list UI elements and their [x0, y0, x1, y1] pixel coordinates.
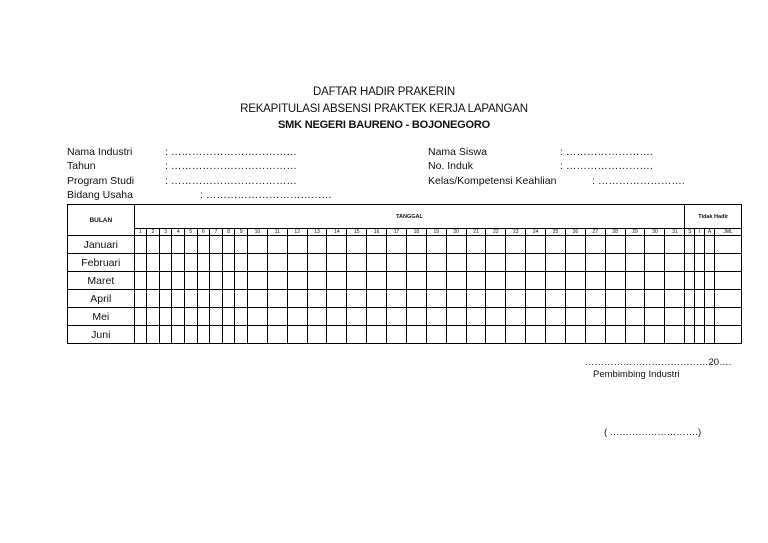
- attendance-cell[interactable]: [466, 272, 486, 290]
- attendance-cell[interactable]: [222, 236, 235, 254]
- attendance-cell[interactable]: [147, 326, 160, 344]
- attendance-cell[interactable]: [426, 326, 446, 344]
- attendance-cell[interactable]: [197, 308, 210, 326]
- absence-col-s: S: [685, 229, 695, 236]
- attendance-cell[interactable]: [645, 254, 665, 272]
- attendance-cell[interactable]: [307, 290, 327, 308]
- table-row: [68, 308, 742, 326]
- attendance-cell[interactable]: [585, 272, 605, 290]
- attendance-cell[interactable]: [466, 236, 486, 254]
- field-label-nama-industri: Nama Industri: [67, 146, 133, 158]
- attendance-cell[interactable]: [307, 308, 327, 326]
- day-number-17: 17: [387, 229, 407, 236]
- day-number-7: 7: [210, 229, 223, 236]
- field-label-kelas-kompetensi: Kelas/Kompetensi Keahlian: [428, 175, 557, 187]
- attendance-cell[interactable]: [625, 308, 645, 326]
- attendance-cell[interactable]: [267, 254, 287, 272]
- day-number-28: 28: [605, 229, 625, 236]
- day-number-13: 13: [307, 229, 327, 236]
- attendance-cell[interactable]: [172, 254, 185, 272]
- attendance-cell[interactable]: [565, 290, 585, 308]
- attendance-cell[interactable]: [695, 308, 705, 326]
- attendance-cell[interactable]: [307, 236, 327, 254]
- attendance-cell[interactable]: [486, 236, 506, 254]
- attendance-cell[interactable]: [426, 308, 446, 326]
- attendance-cell[interactable]: [347, 326, 367, 344]
- attendance-cell[interactable]: [327, 326, 347, 344]
- attendance-cell[interactable]: [486, 326, 506, 344]
- attendance-cell[interactable]: [685, 254, 695, 272]
- attendance-cell[interactable]: [307, 272, 327, 290]
- attendance-cell[interactable]: [585, 254, 605, 272]
- month-januari: Januari: [68, 236, 135, 254]
- attendance-cell[interactable]: [526, 308, 546, 326]
- header-tanggal: TANGGAL: [134, 205, 685, 229]
- attendance-cell[interactable]: [506, 308, 526, 326]
- attendance-cell[interactable]: [704, 254, 714, 272]
- day-number-14: 14: [327, 229, 347, 236]
- attendance-cell[interactable]: [387, 326, 407, 344]
- attendance-cell[interactable]: [486, 272, 506, 290]
- attendance-cell[interactable]: [406, 326, 426, 344]
- field-value-kelas-kompetensi: : …………………….: [592, 175, 685, 187]
- attendance-cell[interactable]: [605, 272, 625, 290]
- field-value-bidang-usaha: : ………………………………: [200, 189, 332, 201]
- attendance-cell[interactable]: [387, 272, 407, 290]
- attendance-table: [67, 204, 742, 344]
- attendance-cell[interactable]: [267, 236, 287, 254]
- attendance-cell[interactable]: [287, 290, 307, 308]
- attendance-cell[interactable]: [466, 326, 486, 344]
- day-number-24: 24: [526, 229, 546, 236]
- day-number-19: 19: [426, 229, 446, 236]
- attendance-cell[interactable]: [197, 236, 210, 254]
- attendance-cell[interactable]: [665, 236, 685, 254]
- day-number-18: 18: [406, 229, 426, 236]
- attendance-cell[interactable]: [172, 272, 185, 290]
- day-number-29: 29: [625, 229, 645, 236]
- attendance-cell[interactable]: [426, 272, 446, 290]
- attendance-cell[interactable]: [704, 308, 714, 326]
- attendance-cell[interactable]: [147, 236, 160, 254]
- attendance-cell[interactable]: [625, 254, 645, 272]
- table-subheader-row: [68, 229, 742, 236]
- attendance-cell[interactable]: [134, 326, 147, 344]
- day-number-21: 21: [466, 229, 486, 236]
- attendance-cell[interactable]: [546, 236, 566, 254]
- day-number-12: 12: [287, 229, 307, 236]
- attendance-cell[interactable]: [466, 290, 486, 308]
- attendance-cell[interactable]: [526, 254, 546, 272]
- attendance-cell[interactable]: [347, 236, 367, 254]
- header-tidak-hadir: Tidak Hadir: [685, 205, 742, 229]
- attendance-cell[interactable]: [625, 272, 645, 290]
- attendance-cell[interactable]: [565, 236, 585, 254]
- attendance-cell[interactable]: [665, 272, 685, 290]
- attendance-cell[interactable]: [426, 290, 446, 308]
- attendance-cell[interactable]: [585, 308, 605, 326]
- attendance-cell[interactable]: [446, 308, 466, 326]
- attendance-cell[interactable]: [159, 290, 172, 308]
- attendance-cell[interactable]: [147, 290, 160, 308]
- attendance-cell[interactable]: [446, 272, 466, 290]
- month-maret: Maret: [68, 272, 135, 290]
- attendance-cell[interactable]: [347, 308, 367, 326]
- field-value-nama-industri: : ………………………………: [165, 146, 297, 158]
- attendance-cell[interactable]: [426, 254, 446, 272]
- attendance-cell[interactable]: [695, 236, 705, 254]
- attendance-cell[interactable]: [185, 272, 198, 290]
- attendance-cell[interactable]: [267, 308, 287, 326]
- attendance-cell[interactable]: [235, 254, 248, 272]
- attendance-cell[interactable]: [185, 236, 198, 254]
- document-subtitle: REKAPITULASI ABSENSI PRAKTEK KERJA LAPANGAN: [240, 103, 528, 115]
- attendance-cell[interactable]: [222, 308, 235, 326]
- day-number-5: 5: [185, 229, 198, 236]
- attendance-cell[interactable]: [406, 272, 426, 290]
- day-number-23: 23: [506, 229, 526, 236]
- day-number-2: 2: [147, 229, 160, 236]
- attendance-cell[interactable]: [387, 290, 407, 308]
- attendance-cell[interactable]: [406, 308, 426, 326]
- attendance-cell[interactable]: [446, 236, 466, 254]
- attendance-cell[interactable]: [159, 326, 172, 344]
- month-juni: Juni: [68, 326, 135, 344]
- attendance-cell[interactable]: [605, 308, 625, 326]
- attendance-cell[interactable]: [367, 254, 387, 272]
- attendance-cell[interactable]: [695, 254, 705, 272]
- attendance-cell[interactable]: [585, 326, 605, 344]
- attendance-cell[interactable]: [367, 308, 387, 326]
- day-number-1: 1: [134, 229, 147, 236]
- attendance-cell[interactable]: [715, 308, 742, 326]
- attendance-cell[interactable]: [159, 236, 172, 254]
- attendance-cell[interactable]: [605, 254, 625, 272]
- month-april: April: [68, 290, 135, 308]
- attendance-cell[interactable]: [222, 290, 235, 308]
- attendance-cell[interactable]: [327, 254, 347, 272]
- attendance-cell[interactable]: [222, 254, 235, 272]
- attendance-cell[interactable]: [367, 272, 387, 290]
- attendance-cell[interactable]: [695, 272, 705, 290]
- attendance-cell[interactable]: [685, 326, 695, 344]
- attendance-cell[interactable]: [546, 326, 566, 344]
- day-number-27: 27: [585, 229, 605, 236]
- attendance-cell[interactable]: [347, 254, 367, 272]
- attendance-cell[interactable]: [287, 254, 307, 272]
- attendance-cell[interactable]: [327, 290, 347, 308]
- attendance-cell[interactable]: [134, 254, 147, 272]
- attendance-cell[interactable]: [506, 272, 526, 290]
- day-number-26: 26: [565, 229, 585, 236]
- field-label-no-induk: No. Induk: [428, 160, 473, 172]
- attendance-cell[interactable]: [267, 290, 287, 308]
- attendance-cell[interactable]: [327, 272, 347, 290]
- attendance-cell[interactable]: [466, 308, 486, 326]
- attendance-cell[interactable]: [426, 236, 446, 254]
- attendance-cell[interactable]: [625, 290, 645, 308]
- attendance-cell[interactable]: [387, 308, 407, 326]
- table-row: [68, 272, 742, 290]
- attendance-cell[interactable]: [406, 236, 426, 254]
- attendance-cell[interactable]: [685, 272, 695, 290]
- attendance-cell[interactable]: [406, 290, 426, 308]
- attendance-cell[interactable]: [172, 308, 185, 326]
- day-number-22: 22: [486, 229, 506, 236]
- attendance-cell[interactable]: [134, 272, 147, 290]
- attendance-cell[interactable]: [506, 290, 526, 308]
- attendance-cell[interactable]: [665, 308, 685, 326]
- attendance-cell[interactable]: [704, 272, 714, 290]
- absence-col-jml: JML: [715, 229, 742, 236]
- attendance-cell[interactable]: [565, 254, 585, 272]
- attendance-cell[interactable]: [235, 236, 248, 254]
- attendance-cell[interactable]: [185, 254, 198, 272]
- month-mei: Mei: [68, 308, 135, 326]
- attendance-cell[interactable]: [267, 326, 287, 344]
- attendance-cell[interactable]: [486, 308, 506, 326]
- attendance-cell[interactable]: [367, 290, 387, 308]
- attendance-cell[interactable]: [695, 290, 705, 308]
- attendance-cell[interactable]: [546, 308, 566, 326]
- attendance-cell[interactable]: [210, 272, 223, 290]
- attendance-cell[interactable]: [645, 272, 665, 290]
- day-number-8: 8: [222, 229, 235, 236]
- attendance-cell[interactable]: [210, 290, 223, 308]
- attendance-cell[interactable]: [685, 308, 695, 326]
- attendance-cell[interactable]: [546, 290, 566, 308]
- attendance-cell[interactable]: [715, 326, 742, 344]
- field-label-tahun: Tahun: [67, 160, 96, 172]
- attendance-cell[interactable]: [247, 236, 267, 254]
- table-header-row: [68, 205, 742, 229]
- attendance-cell[interactable]: [526, 290, 546, 308]
- attendance-cell[interactable]: [506, 326, 526, 344]
- attendance-cell[interactable]: [585, 236, 605, 254]
- absence-col-a: A: [704, 229, 714, 236]
- absence-col-i: I: [695, 229, 705, 236]
- day-number-15: 15: [347, 229, 367, 236]
- attendance-cell[interactable]: [367, 326, 387, 344]
- attendance-cell[interactable]: [446, 254, 466, 272]
- attendance-cell[interactable]: [327, 308, 347, 326]
- day-number-11: 11: [267, 229, 287, 236]
- attendance-cell[interactable]: [625, 236, 645, 254]
- day-number-16: 16: [367, 229, 387, 236]
- attendance-cell[interactable]: [605, 326, 625, 344]
- attendance-cell[interactable]: [546, 272, 566, 290]
- attendance-cell[interactable]: [665, 326, 685, 344]
- attendance-cell[interactable]: [287, 272, 307, 290]
- day-number-30: 30: [645, 229, 665, 236]
- attendance-cell[interactable]: [287, 326, 307, 344]
- attendance-cell[interactable]: [134, 236, 147, 254]
- attendance-cell[interactable]: [287, 236, 307, 254]
- signature-date: …………………………………20….: [585, 357, 732, 368]
- attendance-cell[interactable]: [715, 236, 742, 254]
- attendance-cell[interactable]: [185, 326, 198, 344]
- field-label-program-studi: Program Studi: [67, 175, 135, 187]
- attendance-cell[interactable]: [565, 308, 585, 326]
- attendance-cell[interactable]: [625, 326, 645, 344]
- attendance-cell[interactable]: [486, 254, 506, 272]
- attendance-cell[interactable]: [665, 290, 685, 308]
- table-row: [68, 236, 742, 254]
- attendance-cell[interactable]: [645, 308, 665, 326]
- attendance-cell[interactable]: [645, 236, 665, 254]
- attendance-cell[interactable]: [247, 272, 267, 290]
- table-row: [68, 290, 742, 308]
- attendance-cell[interactable]: [446, 326, 466, 344]
- signature-role: Pembimbing Industri: [593, 369, 680, 380]
- day-number-31: 31: [665, 229, 685, 236]
- attendance-cell[interactable]: [645, 326, 665, 344]
- header-bulan: BULAN: [68, 205, 135, 236]
- attendance-cell[interactable]: [210, 326, 223, 344]
- attendance-cell[interactable]: [210, 254, 223, 272]
- attendance-cell[interactable]: [387, 236, 407, 254]
- attendance-cell[interactable]: [605, 290, 625, 308]
- attendance-cell[interactable]: [704, 236, 714, 254]
- day-number-20: 20: [446, 229, 466, 236]
- day-number-4: 4: [172, 229, 185, 236]
- attendance-cell[interactable]: [172, 290, 185, 308]
- day-number-3: 3: [159, 229, 172, 236]
- attendance-cell[interactable]: [704, 290, 714, 308]
- attendance-cell[interactable]: [147, 272, 160, 290]
- day-number-9: 9: [235, 229, 248, 236]
- attendance-cell[interactable]: [247, 326, 267, 344]
- attendance-cell[interactable]: [147, 254, 160, 272]
- attendance-cell[interactable]: [506, 236, 526, 254]
- attendance-cell[interactable]: [526, 326, 546, 344]
- attendance-cell[interactable]: [210, 308, 223, 326]
- attendance-cell[interactable]: [235, 308, 248, 326]
- attendance-cell[interactable]: [645, 290, 665, 308]
- document-title: DAFTAR HADIR PRAKERIN: [313, 86, 455, 98]
- attendance-cell[interactable]: [307, 254, 327, 272]
- attendance-cell[interactable]: [185, 308, 198, 326]
- attendance-cell[interactable]: [685, 290, 695, 308]
- attendance-cell[interactable]: [235, 272, 248, 290]
- attendance-cell[interactable]: [715, 272, 742, 290]
- school-name: SMK NEGERI BAURENO - BOJONEGORO: [278, 119, 490, 131]
- attendance-cell[interactable]: [526, 236, 546, 254]
- attendance-cell[interactable]: [235, 326, 248, 344]
- attendance-cell[interactable]: [715, 290, 742, 308]
- field-value-no-induk: : …………………….: [560, 160, 653, 172]
- attendance-cell[interactable]: [406, 254, 426, 272]
- attendance-cell[interactable]: [287, 308, 307, 326]
- attendance-cell[interactable]: [247, 290, 267, 308]
- attendance-cell[interactable]: [222, 326, 235, 344]
- attendance-cell[interactable]: [172, 326, 185, 344]
- attendance-cell[interactable]: [247, 254, 267, 272]
- attendance-cell[interactable]: [159, 254, 172, 272]
- day-number-10: 10: [247, 229, 267, 236]
- attendance-cell[interactable]: [526, 272, 546, 290]
- attendance-cell[interactable]: [565, 326, 585, 344]
- attendance-cell[interactable]: [546, 254, 566, 272]
- month-februari: Februari: [68, 254, 135, 272]
- field-value-program-studi: : ………………………………: [165, 175, 297, 187]
- attendance-cell[interactable]: [715, 254, 742, 272]
- attendance-cell[interactable]: [695, 326, 705, 344]
- attendance-cell[interactable]: [159, 308, 172, 326]
- attendance-cell[interactable]: [486, 290, 506, 308]
- day-number-25: 25: [546, 229, 566, 236]
- attendance-cell[interactable]: [704, 326, 714, 344]
- attendance-cell[interactable]: [585, 290, 605, 308]
- day-number-6: 6: [197, 229, 210, 236]
- attendance-cell[interactable]: [685, 236, 695, 254]
- attendance-cell[interactable]: [172, 236, 185, 254]
- field-value-tahun: : ………………………………: [165, 160, 297, 172]
- attendance-cell[interactable]: [327, 236, 347, 254]
- attendance-cell[interactable]: [159, 272, 172, 290]
- attendance-cell[interactable]: [446, 290, 466, 308]
- attendance-cell[interactable]: [605, 236, 625, 254]
- attendance-cell[interactable]: [185, 290, 198, 308]
- attendance-cell[interactable]: [197, 290, 210, 308]
- table-row: [68, 326, 742, 344]
- attendance-cell[interactable]: [247, 308, 267, 326]
- attendance-cell[interactable]: [235, 290, 248, 308]
- attendance-cell[interactable]: [197, 326, 210, 344]
- attendance-cell[interactable]: [387, 254, 407, 272]
- attendance-cell[interactable]: [134, 308, 147, 326]
- attendance-cell[interactable]: [665, 254, 685, 272]
- attendance-cell[interactable]: [197, 272, 210, 290]
- attendance-cell[interactable]: [307, 326, 327, 344]
- attendance-cell[interactable]: [466, 254, 486, 272]
- attendance-cell[interactable]: [134, 290, 147, 308]
- attendance-cell[interactable]: [347, 290, 367, 308]
- attendance-cell[interactable]: [267, 272, 287, 290]
- attendance-cell[interactable]: [565, 272, 585, 290]
- attendance-cell[interactable]: [506, 254, 526, 272]
- attendance-cell[interactable]: [210, 236, 223, 254]
- attendance-cell[interactable]: [222, 272, 235, 290]
- table-row: [68, 254, 742, 272]
- field-value-nama-siswa: : …………………….: [560, 146, 653, 158]
- attendance-cell[interactable]: [197, 254, 210, 272]
- attendance-cell[interactable]: [147, 308, 160, 326]
- signature-name-line: ( ……………………….): [604, 427, 702, 438]
- field-label-bidang-usaha: Bidang Usaha: [67, 189, 133, 201]
- attendance-cell[interactable]: [367, 236, 387, 254]
- field-label-nama-siswa: Nama Siswa: [428, 146, 487, 158]
- attendance-cell[interactable]: [347, 272, 367, 290]
